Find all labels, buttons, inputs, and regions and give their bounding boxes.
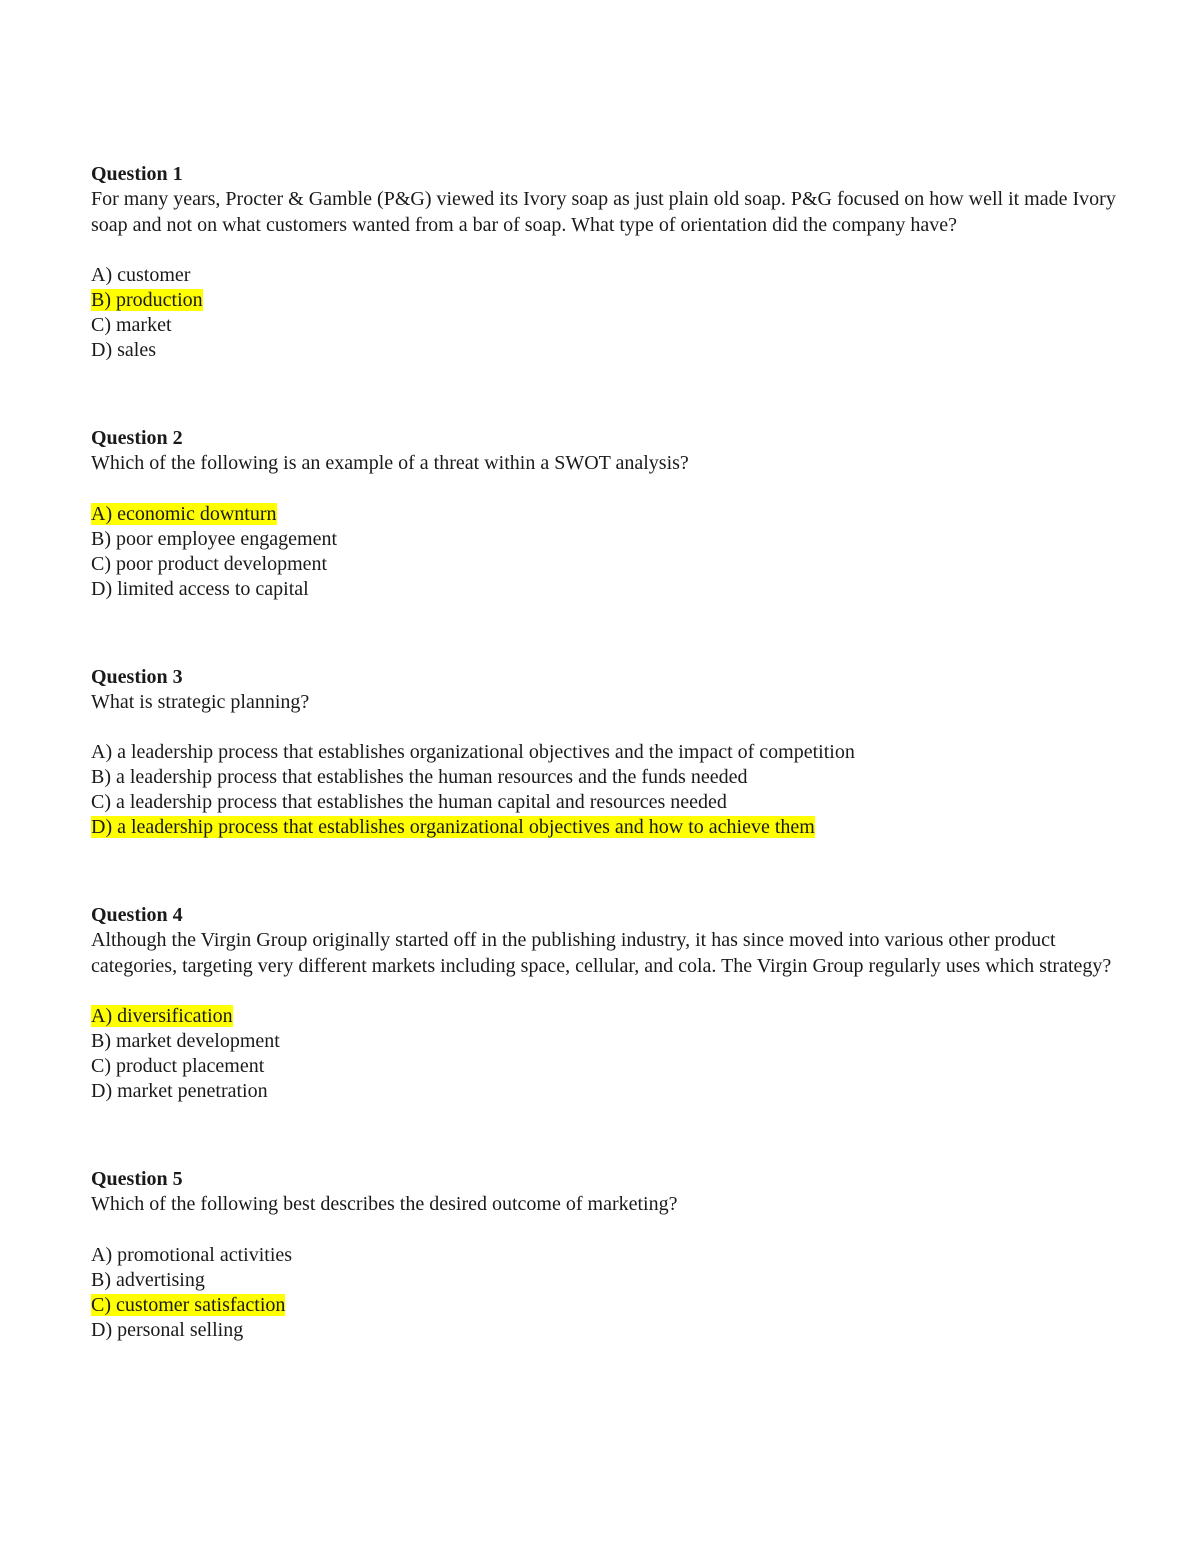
- spacer: [91, 840, 1121, 903]
- answer-option-label: D) market penetration: [91, 1080, 268, 1102]
- answer-option-a: [91, 740, 1121, 765]
- answer-option-c: [91, 1054, 1121, 1079]
- answer-option-label: D) personal selling: [91, 1318, 244, 1341]
- question-title: Question 5: [91, 1168, 183, 1190]
- answer-option-d: [91, 338, 1121, 363]
- answer-option-c: [91, 552, 1121, 577]
- question-title: Question 1: [91, 163, 183, 185]
- question-text: Which of the following is an example of a threat within a SWOT analysis?: [91, 452, 689, 474]
- answer-option-label: D) sales: [91, 339, 156, 361]
- highlighted-answer: A) diversification: [91, 1005, 233, 1027]
- highlighted-answer: A) economic downturn: [91, 502, 277, 525]
- question-2: [91, 426, 1121, 602]
- answer-option-b: [91, 527, 1121, 552]
- question-4: [91, 903, 1121, 1104]
- answer-option-label: C) product placement: [91, 1055, 265, 1077]
- answer-option-label: B) a leadership process that establishes the human resources and the funds needed: [91, 766, 748, 788]
- answer-options: [91, 740, 1121, 840]
- answer-option-c: [91, 313, 1121, 338]
- answer-option-label: B) poor employee engagement: [91, 527, 338, 550]
- answer-option-label: C) market: [91, 314, 172, 336]
- answer-option-label: D) limited access to capital: [91, 577, 309, 600]
- spacer: [91, 363, 1121, 426]
- question-3: [91, 665, 1121, 841]
- answer-option-d: [91, 1318, 1121, 1343]
- answer-option-d: [91, 815, 1121, 840]
- answer-option-a: [91, 1243, 1121, 1268]
- answer-option-a: [91, 502, 1121, 527]
- answer-option-label: A) customer: [91, 264, 191, 286]
- question-text: Which of the following best describes the desired outcome of marketing?: [91, 1193, 678, 1215]
- answer-option-label: B) market development: [91, 1030, 280, 1052]
- question-text: Although the Virgin Group originally started off in the publishing industry, it has since moved into various other product categories, targeting very different markets including space, cellular, and cola. The Virgin Group regularly uses which strategy?: [91, 929, 1112, 977]
- answer-option-label: C) poor product development: [91, 552, 328, 575]
- answer-option-b: [91, 765, 1121, 790]
- answer-option-c: [91, 790, 1121, 815]
- answer-option-label: C) a leadership process that establishes the human capital and resources needed: [91, 791, 727, 813]
- answer-options: [91, 502, 1121, 602]
- answer-option-b: [91, 1029, 1121, 1054]
- answer-option-b: [91, 288, 1121, 313]
- answer-option-label: A) promotional activities: [91, 1243, 293, 1266]
- question-title: Question 3: [91, 665, 183, 688]
- answer-option-c: [91, 1293, 1121, 1318]
- highlighted-answer: C) customer satisfaction: [91, 1293, 286, 1316]
- answer-option-label: B) advertising: [91, 1268, 205, 1291]
- question-text: What is strategic planning?: [91, 690, 310, 713]
- answer-options: [91, 263, 1121, 363]
- answer-option-d: [91, 577, 1121, 602]
- answer-option-d: [91, 1079, 1121, 1104]
- question-title: Question 4: [91, 904, 183, 926]
- question-1: [91, 162, 1121, 363]
- spacer: [91, 1104, 1121, 1167]
- question-text: For many years, Procter & Gamble (P&G) viewed its Ivory soap as just plain old soap. P&G focused on how well it made Ivory soap and not on what customers wanted from a bar of soap. What type of orientation did the company have?: [91, 188, 1116, 236]
- answer-option-a: [91, 1004, 1121, 1029]
- question-title: Question 2: [91, 427, 183, 449]
- document-page: [91, 162, 1121, 1343]
- answer-options: [91, 1243, 1121, 1343]
- highlighted-answer: D) a leadership process that establishes organizational objectives and how to achieve them: [91, 816, 815, 838]
- answer-options: [91, 1004, 1121, 1104]
- answer-option-a: [91, 263, 1121, 288]
- answer-option-label: A) a leadership process that establishes organizational objectives and the impact of competition: [91, 741, 855, 763]
- answer-option-b: [91, 1268, 1121, 1293]
- highlighted-answer: B) production: [91, 289, 203, 311]
- question-5: [91, 1167, 1121, 1343]
- spacer: [91, 602, 1121, 665]
